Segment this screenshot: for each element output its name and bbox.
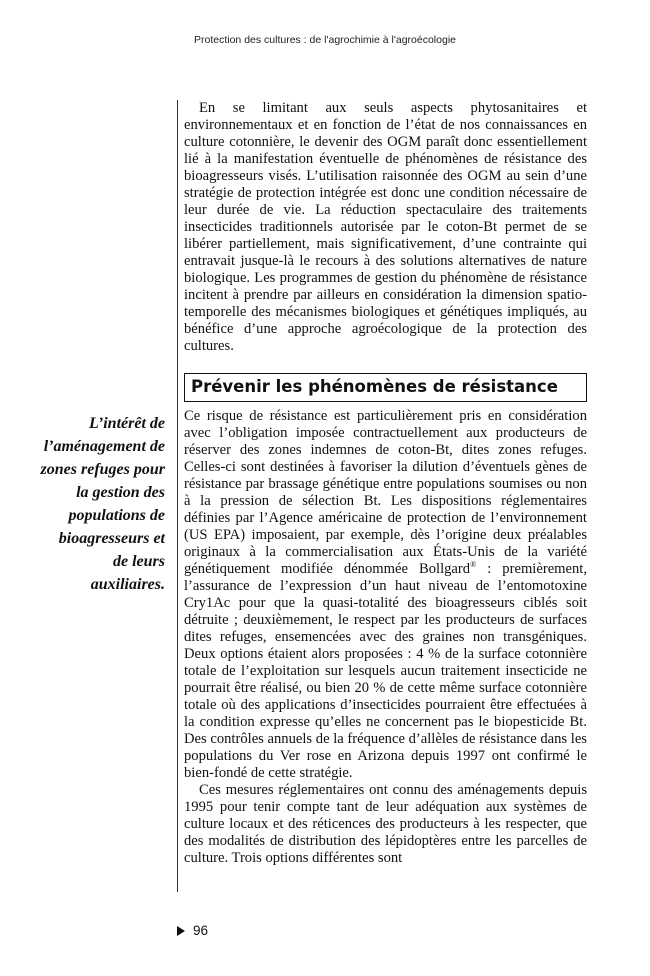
refuge-paragraph-part1: Ce risque de résistance est particulièrement pris en considération avec l’obligation imposée contractuellement aux producteurs de réserver des zones indemnes de coton-Bt, dites zones refuges. Celles-ci sont destinées à favoriser la dilution d’éventuels gènes de résistance par brassage génétique entre populations soumises ou non à la pression de sélection Bt. Les dispositions réglementaires définies par l’Agence américaine de protection de l’environnement (US EPA) imposaient, par exemple, dès l’origine deux préalables originaux à la commercialisation aux États-Unis de la variété génétiquement modifiée dénommée Bollgard — [184, 408, 587, 577]
registered-trademark-mark: ® — [470, 560, 477, 570]
running-head: Protection des cultures : de l'agrochimie à l'agroécologie — [194, 34, 456, 46]
triangle-right-icon — [177, 926, 185, 936]
refuge-paragraph — [184, 408, 587, 782]
main-text-column — [184, 100, 587, 867]
vertical-rule — [177, 100, 178, 892]
section-heading: Prévenir les phénomènes de résistance — [184, 373, 587, 402]
page-footer — [177, 923, 208, 938]
regulation-paragraph: Ces mesures réglementaires ont connu des aménagements depuis 1995 pour tenir compte tant de leur adéquation aux systèmes de culture locaux et des réticences des producteurs à les respecter, que des modalités de distribution des lépidoptères entre les parcelles de culture. Trois options différentes sont — [184, 782, 587, 866]
margin-note: L’intérêt de l’aménagement de zones refuges pour la gestion des populations de bioagresseurs et de leurs auxiliaires. — [40, 415, 165, 593]
refuge-paragraph-part2: : premièrement, l’assurance de l’expression d’un haut niveau de l’entomotoxine Cry1Ac pour que la quasi-totalité des bioagresseurs ciblés soit détruite ; deuxièmement, le respect par les producteurs de surfaces dites refuges, ensemencées avec des graines non transgéniques. Deux options étaient alors proposées : 4 % de la surface cotonnière totale de l’exploitation sur lesquels aucun traitement insecticide ne pourrait être réalisé, ou bien 20 % de cette même surface cotonnière totale où des applications d’insecticides pourraient être effectuées à la condition expresse qu’elles ne concernent pas le biopesticide Bt. Des contrôles annuels de la fréquence d’allèles de résistance dans les populations du Ver rose en Arizona depuis 1997 ont confirmé le bien-fondé de cette stratégie. — [184, 561, 587, 781]
page-number: 96 — [193, 923, 209, 938]
intro-paragraph: En se limitant aux seuls aspects phytosanitaires et environnementaux et en fonction de l’état de nos connaissances en culture cotonnière, le devenir des OGM paraît donc essentiellement lié à la manifestation éventuelle de phénomènes de résistance des bioagresseurs visés. L’utilisation raisonnée des OGM au sein d’une stratégie de protection intégrée est donc une condition nécessaire de leur durée de vie. La réduction spectaculaire des traitements insecticides traditionnels autorisée par le coton-Bt permet de se libérer partiellement, mais significativement, d’une contrainte qui entravait jusque-là le recours à des solutions alternatives de nature biologique. Les programmes de gestion du phénomène de résistance incitent à prendre par ailleurs en considération la dimension spatio-temporelle des mécanismes biologiques et génétiques impliqués, au bénéfice d’une approche agroécologique de la protection des cultures. — [184, 100, 587, 354]
